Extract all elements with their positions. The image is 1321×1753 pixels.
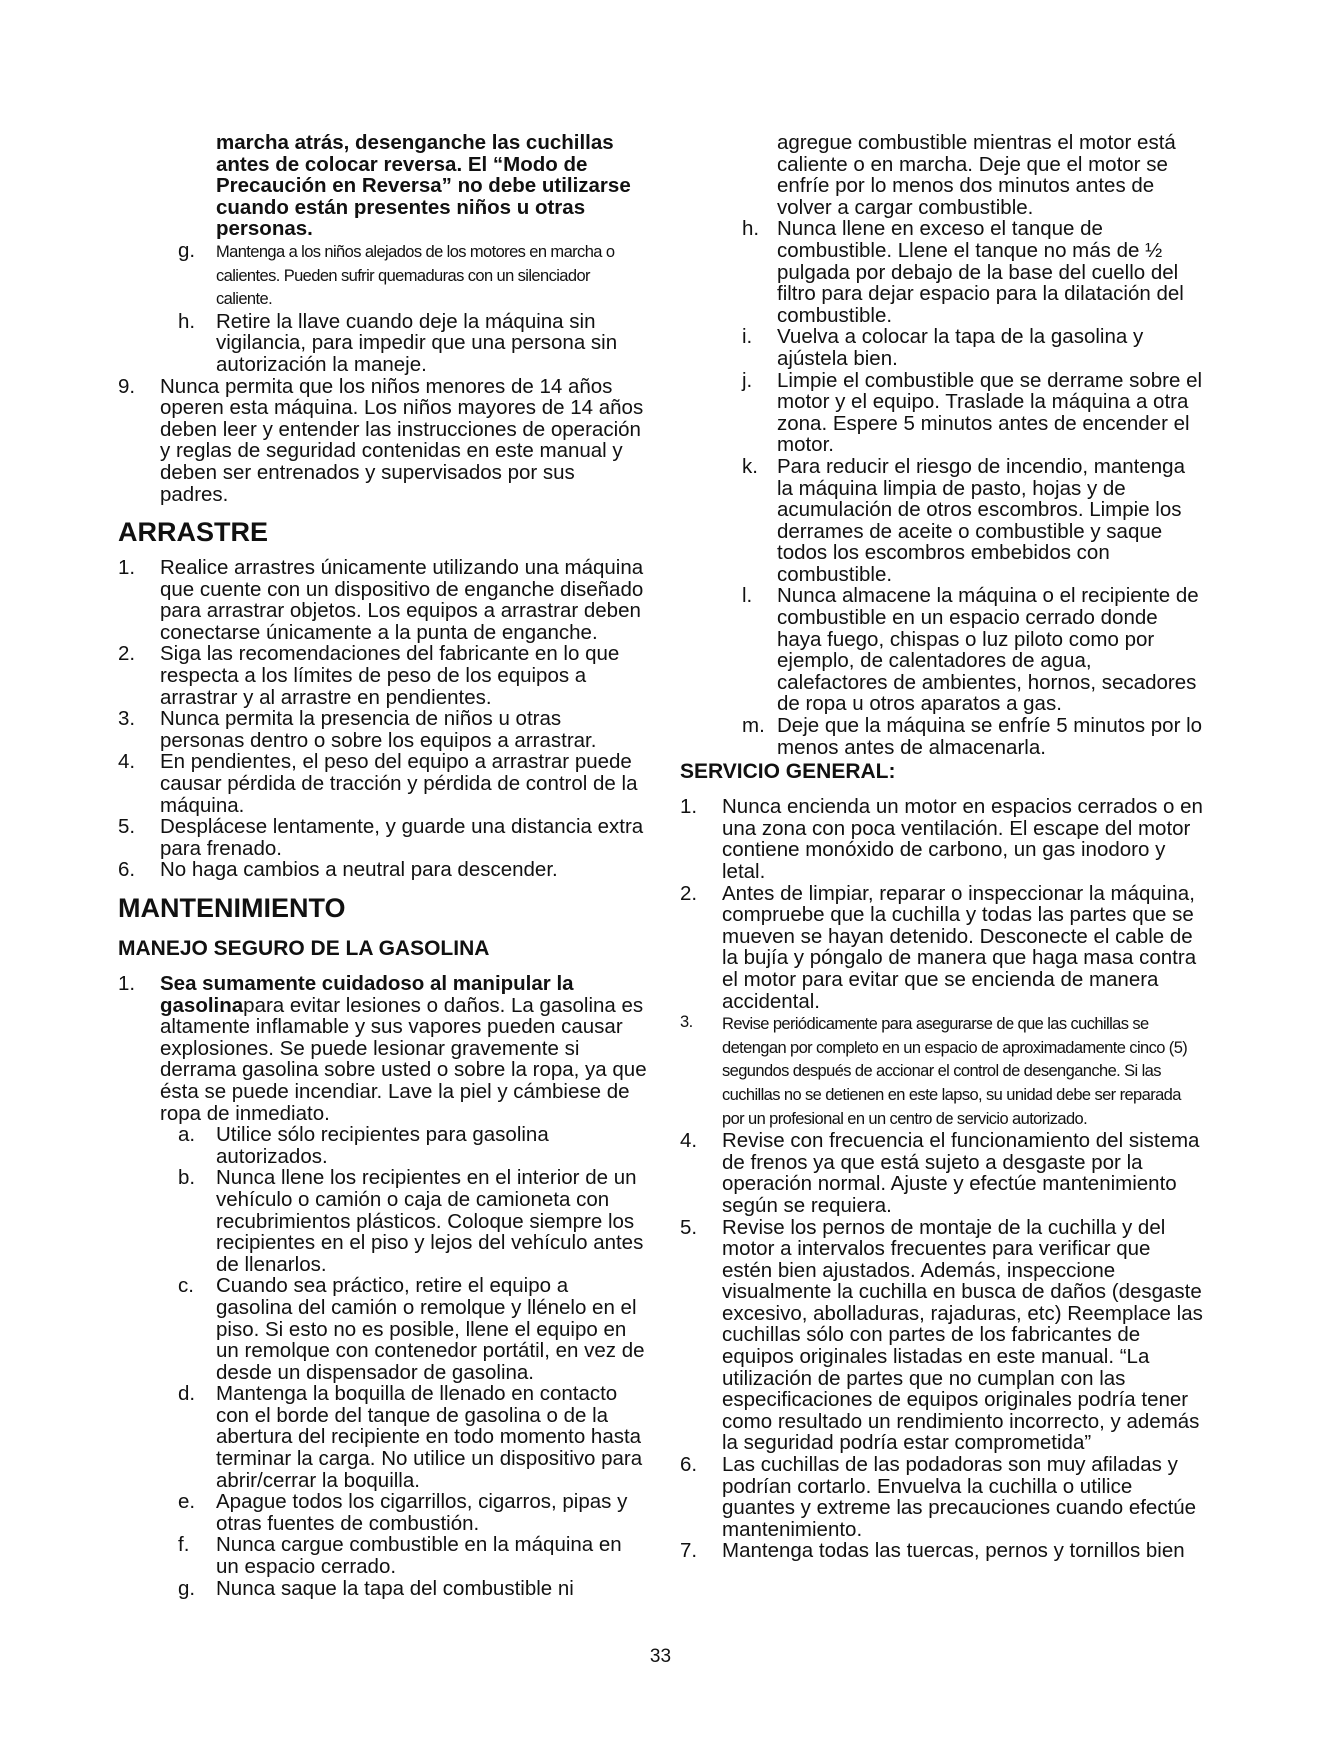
item-label: l. xyxy=(742,584,753,608)
item-label: c. xyxy=(178,1274,194,1298)
list-item xyxy=(118,1534,648,1577)
item-text: Nunca saque la tapa del combustible ni xyxy=(216,1576,574,1600)
list-item xyxy=(118,643,648,708)
section-title-arrastre: ARRASTRE xyxy=(118,517,269,548)
list-item xyxy=(680,715,1205,758)
item-label: 2. xyxy=(680,881,698,905)
item-text: para evitar lesiones o daños. La gasolina es altamente inflamable y sus vapores pueden causar explosiones. Se puede lesionar gravemente si derrama gasolina sobre usted o sobre la ropa, ya que ésta se puede incendiar. Lave la piel y cámbiese de ropa de inmediato. xyxy=(160,993,647,1125)
item-label: 3. xyxy=(680,1013,693,1032)
item-label: j. xyxy=(742,368,753,392)
item-label: d. xyxy=(178,1382,196,1406)
item-bold-text: Sea sumamente cuidadoso al manipular la gasolina xyxy=(160,972,574,1017)
item-text: Mantenga la boquilla de llenado en contacto con el borde del tanque de gasolina o de la abertura del recipiente en todo momento hasta terminar la carga. No utilice un dispositivo para abrir/cerrar la boquilla. xyxy=(216,1382,643,1492)
item-text: No haga cambios a neutral para descender. xyxy=(160,858,558,882)
page-number: 33 xyxy=(649,1646,672,1667)
item-text: Para reducir el riesgo de incendio, mantenga la máquina limpia de pasto, hojas y de acumulación de otros escombros. Limpie los derrames de aceite o combustible y saque todos los escombros embebidos con combustible. xyxy=(777,454,1185,586)
item-text: Nunca llene en exceso el tanque de combustible. Llene el tanque no más de ½ pulgada por debajo de la base del cuello del filtro para dejar espacio para la dilatación del combustible. xyxy=(777,217,1184,327)
item-text: Revise los pernos de montaje de la cuchilla y del motor a intervalos frecuentes para verificar que estén bien ajustados. Además, inspeccione visualmente la cuchilla en busca de daños (desgaste excesivo, abolladuras, rajaduras, etc) Reemplace las cuchillas sólo con partes de los fabricantes de equipos originales listadas en este manual. “La utilización de partes que no cumplan con las especificaciones de equipos originales podría tener como resultado un rendimiento incorrecto, y además la seguridad podría estar comprometida” xyxy=(722,1215,1203,1455)
item-text: Utilice sólo recipientes para gasolina autorizados. xyxy=(216,1123,549,1168)
item-text: Retire la llave cuando deje la máquina sin vigilancia, para impedir que una persona sin autorización la maneje. xyxy=(216,309,618,376)
list-item xyxy=(680,1540,1205,1562)
list-item xyxy=(680,370,1205,456)
list-item xyxy=(118,708,648,751)
list-item xyxy=(680,1130,1205,1216)
list-item xyxy=(118,816,648,859)
list-item xyxy=(118,240,648,311)
list-item xyxy=(118,751,648,816)
item-label: 6. xyxy=(680,1453,698,1477)
item-text: Siga las recomendaciones del fabricante en lo que respecta a los límites de peso de los equipos a arrastrar y al arrastre en pendientes. xyxy=(160,642,620,709)
item-text: Nunca cargue combustible en la máquina en un espacio cerrado. xyxy=(216,1533,622,1579)
item-label: 1. xyxy=(118,972,136,995)
item-text: Nunca llene los recipientes en el interior de un vehículo o camión o caja de camioneta con recubrimientos plásticos. Coloque siempre los recipientes en el piso y lejos del vehículo antes de llenarlos. xyxy=(216,1166,644,1276)
list-item xyxy=(118,1383,648,1491)
list-item xyxy=(118,1167,648,1275)
item-text: Revise con frecuencia el funcionamiento del sistema de frenos ya que está sujeto a desgaste por la operación normal. Ajuste y efectúe mantenimiento según se requiera. xyxy=(722,1129,1200,1217)
item-text: Deje que la máquina se enfríe 5 minutos por lo menos antes de almacenarla. xyxy=(777,714,1203,759)
item-label: 2. xyxy=(118,642,136,666)
item-label: 7. xyxy=(680,1539,698,1563)
item-text: Apague todos los cigarrillos, cigarros, pipas y otras fuentes de combustión. xyxy=(216,1490,628,1535)
list-item xyxy=(680,1454,1205,1540)
list-item xyxy=(680,796,1205,882)
item-label: 5. xyxy=(118,815,136,839)
item-label: 5. xyxy=(680,1215,698,1239)
list-item xyxy=(680,585,1205,715)
right-column xyxy=(680,132,1205,1562)
item-label: b. xyxy=(178,1166,196,1190)
item-label: h. xyxy=(742,217,760,241)
item-label: 6. xyxy=(118,858,136,882)
subsection-title-servicio-general: SERVICIO GENERAL: xyxy=(680,760,896,784)
item-text: Revise periódicamente para asegurarse de que las cuchillas se detengan por completo en un espacio de aproximadamente cinco (5) segundos después de accionar el control de desenganche. Si las cuchillas no se detienen en este lapso, su unidad debe ser reparada por un profesional en un centro de servicio autorizado. xyxy=(722,1015,1188,1128)
item-text: Las cuchillas de las podadoras son muy afiladas y podrían cortarlo. Envuelva la cuchilla o utilice guantes y extreme las precauciones cuando efectúe mantenimiento. xyxy=(722,1453,1197,1541)
item-label: 9. xyxy=(118,374,136,398)
subsection-title-gasolina: MANEJO SEGURO DE LA GASOLINA xyxy=(118,937,490,960)
item-label: 3. xyxy=(118,707,136,731)
list-item xyxy=(680,883,1205,1013)
item-text: Mantenga todas las tuercas, pernos y tornillos bien xyxy=(722,1539,1185,1563)
left-column xyxy=(118,132,648,1599)
item-label: 4. xyxy=(680,1129,698,1153)
item-text: En pendientes, el peso del equipo a arrastrar puede causar pérdida de tracción y pérdida de control de la máquina. xyxy=(160,750,638,817)
list-item xyxy=(118,1578,648,1600)
item-text: Vuelva a colocar la tapa de la gasolina y ajústela bien. xyxy=(777,325,1144,370)
item-label: a. xyxy=(178,1123,196,1147)
list-item xyxy=(680,326,1205,369)
item-text: Nunca permita que los niños menores de 14 años operen esta máquina. Los niños mayores de 14 años deben leer y entender las instrucciones de operación y reglas de seguridad contenidas en este manual y deben ser entrenados y supervisados por sus padres. xyxy=(160,374,644,506)
item-text: Realice arrastres únicamente utilizando una máquina que cuente con un dispositivo de enganche diseñado para arrastrar objetos. Los equipos a arrastrar deben conectarse únicamente a la punta de enganche. xyxy=(160,556,644,644)
item-text: Nunca permita la presencia de niños u otras personas dentro o sobre los equipos a arrastrar. xyxy=(160,707,597,752)
list-item xyxy=(680,456,1205,586)
continuation-text xyxy=(680,132,1205,218)
item-label: 1. xyxy=(680,795,698,819)
item-label: f. xyxy=(178,1533,190,1557)
list-item xyxy=(118,1124,648,1167)
list-item xyxy=(680,218,1205,326)
list-item xyxy=(680,1012,1205,1130)
item-text: Desplácese lentamente, y guarde una distancia extra para frenado. xyxy=(160,815,644,860)
item-label: m. xyxy=(742,714,765,738)
item-label: g. xyxy=(178,238,196,262)
list-item xyxy=(118,376,648,506)
item-label: e. xyxy=(178,1490,196,1514)
list-item xyxy=(118,557,648,643)
continuation-bold-text: marcha atrás, desenganche las cuchillas antes de colocar reversa. El “Modo de Precaución en Reversa” no debe utilizarse cuando están presentes niños u otras personas. xyxy=(216,131,631,241)
item-label: 4. xyxy=(118,750,136,774)
list-item xyxy=(118,1491,648,1534)
list-item xyxy=(118,973,648,1124)
item-text: Limpie el combustible que se derrame sobre el motor y el equipo. Traslade la máquina a otra zona. Espere 5 minutos antes de encender el motor. xyxy=(777,368,1203,457)
list-item xyxy=(118,311,648,376)
section-title-mantenimiento: MANTENIMIENTO xyxy=(118,893,346,923)
item-label: 1. xyxy=(118,556,136,580)
list-item xyxy=(118,1275,648,1383)
item-label: h. xyxy=(178,309,196,333)
item-text: Nunca encienda un motor en espacios cerrados o en una zona con poca ventilación. El escape del motor contiene monóxido de carbono, un gas inodoro y letal. xyxy=(722,795,1203,883)
list-item xyxy=(680,1217,1205,1455)
item-text: Nunca almacene la máquina o el recipiente de combustible en un espacio cerrado donde haya fuego, chispas o luz piloto como por ejemplo, de calentadores de agua, calefactores de ambientes, hornos, secadores de ropa u otros aparatos a gas. xyxy=(777,584,1199,716)
item-text: agregue combustible mientras el motor está caliente o en marcha. Deje que el motor se enfríe por lo menos dos minutos antes de volver a cargar combustible. xyxy=(777,131,1176,219)
item-label: g. xyxy=(178,1576,196,1600)
item-label: k. xyxy=(742,454,758,478)
item-label: i. xyxy=(742,325,753,349)
item-text: Antes de limpiar, reparar o inspeccionar la máquina, compruebe que la cuchilla y todas las partes que se mueven se hayan detenido. Desconecte el cable de la bujía y póngalo de manera que haga masa contra el motor para evitar que se encienda de manera accidental. xyxy=(722,881,1197,1013)
item-text: Cuando sea práctico, retire el equipo a gasolina del camión o remolque y llénelo en el piso. Si esto no es posible, llene el equipo en un remolque con contenedor portátil, en vez de desde un dispensador de gasolina. xyxy=(216,1274,645,1384)
list-item xyxy=(118,859,648,881)
item-text: Mantenga a los niños alejados de los motores en marcha o calientes. Pueden sufrir quemaduras con un silenciador caliente. xyxy=(216,242,615,309)
